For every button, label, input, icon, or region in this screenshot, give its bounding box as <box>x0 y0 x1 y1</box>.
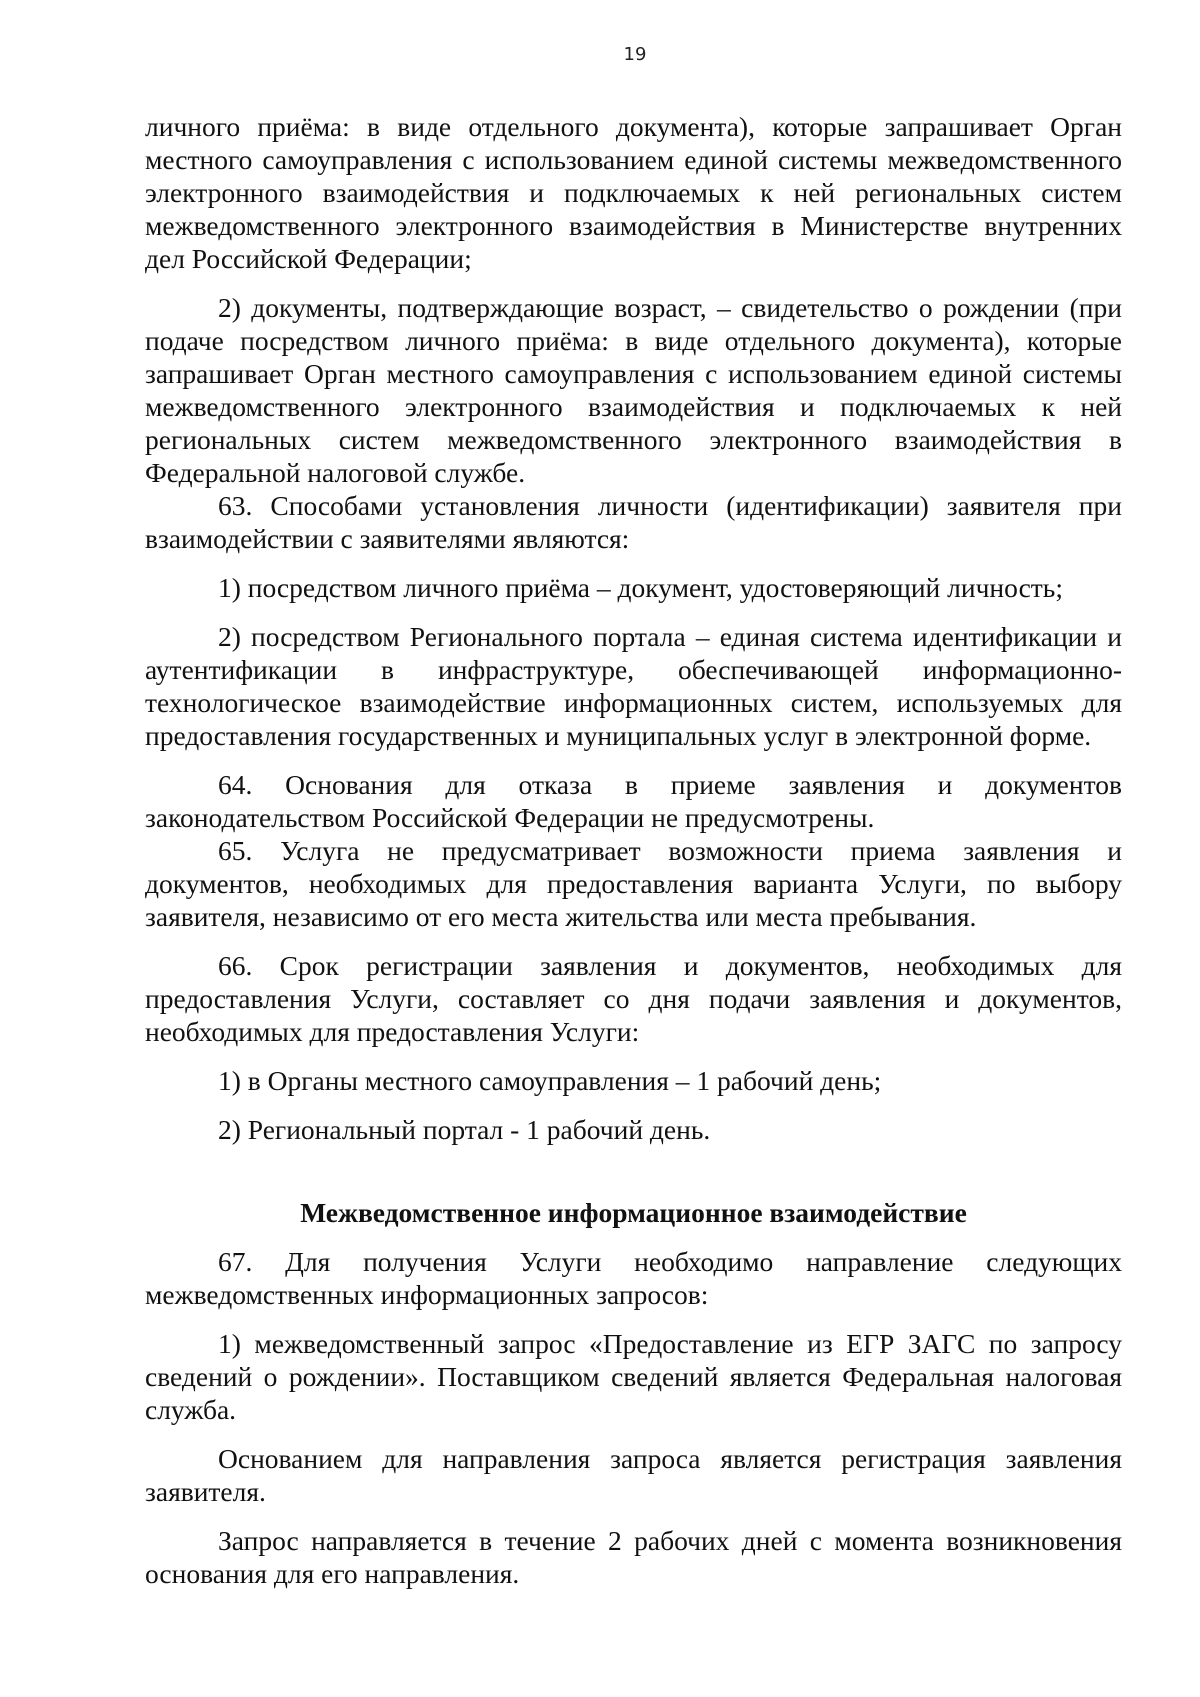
paragraph-66-item-1: 1) в Органы местного самоуправления – 1 рабочий день; <box>218 1065 882 1096</box>
paragraph-64: 64. Основания для отказа в приеме заявления и документов законодательством Российской Федерации не предусмотрены. <box>145 769 1122 833</box>
paragraph-age-documents: 2) документы, подтверждающие возраст, – свидетельство о рождении (при подаче посредством личного приёма: в виде отдельного документа), которые запрашивает Орган местного самоуправления с использованием единой системы межведомственного электронного взаимодействия и подключаемых к ней региональных систем межведомственного электронного взаимодействия в Федеральной налоговой службе. <box>145 292 1122 488</box>
paragraph-65: 65. Услуга не предусматривает возможности приема заявления и документов, необходимых для предоставления варианта Услуги, по выбору заявителя, независимо от его места жительства или места пребывания. <box>145 835 1122 932</box>
section-heading: Межведомственное информационное взаимодействие <box>300 1197 967 1228</box>
document-body <box>145 110 1122 1590</box>
paragraph-66-item-2: 2) Региональный портал - 1 рабочий день. <box>218 1114 711 1145</box>
paragraph-request-basis: Основанием для направления запроса является регистрация заявления заявителя. <box>145 1443 1122 1507</box>
paragraph-continuation: личного приёма: в виде отдельного документа), которые запрашивает Орган местного самоуправления с использованием единой системы межведомственного электронного взаимодействия и подключаемых к ней региональных систем межведомственного электронного взаимодействия в Министерстве внутренних дел Российской Федерации; <box>145 111 1122 274</box>
page-number: 19 <box>623 44 647 65</box>
paragraph-63: 63. Способами установления личности (идентификации) заявителя при взаимодействии с заявителями являются: <box>145 490 1122 554</box>
paragraph-66: 66. Срок регистрации заявления и документов, необходимых для предоставления Услуги, составляет со дня подачи заявления и документов, необходимых для предоставления Услуги: <box>145 950 1122 1047</box>
paragraph-63-item-2: 2) посредством Регионального портала – единая система идентификации и аутентификации в инфраструктуре, обеспечивающей информационно-технологическое взаимодействие информационных систем, используемых для предоставления государственных и муниципальных услуг в электронной форме. <box>145 621 1122 751</box>
paragraph-63-item-1: 1) посредством личного приёма – документ, удостоверяющий личность; <box>218 572 1063 603</box>
paragraph-67: 67. Для получения Услуги необходимо направление следующих межведомственных информационных запросов: <box>145 1246 1122 1310</box>
paragraph-request-term: Запрос направляется в течение 2 рабочих дней с момента возникновения основания для его направления. <box>145 1525 1122 1589</box>
paragraph-67-item-1: 1) межведомственный запрос «Предоставление из ЕГР ЗАГС по запросу сведений о рождении». Поставщиком сведений является Федеральная налоговая служба. <box>145 1328 1122 1425</box>
